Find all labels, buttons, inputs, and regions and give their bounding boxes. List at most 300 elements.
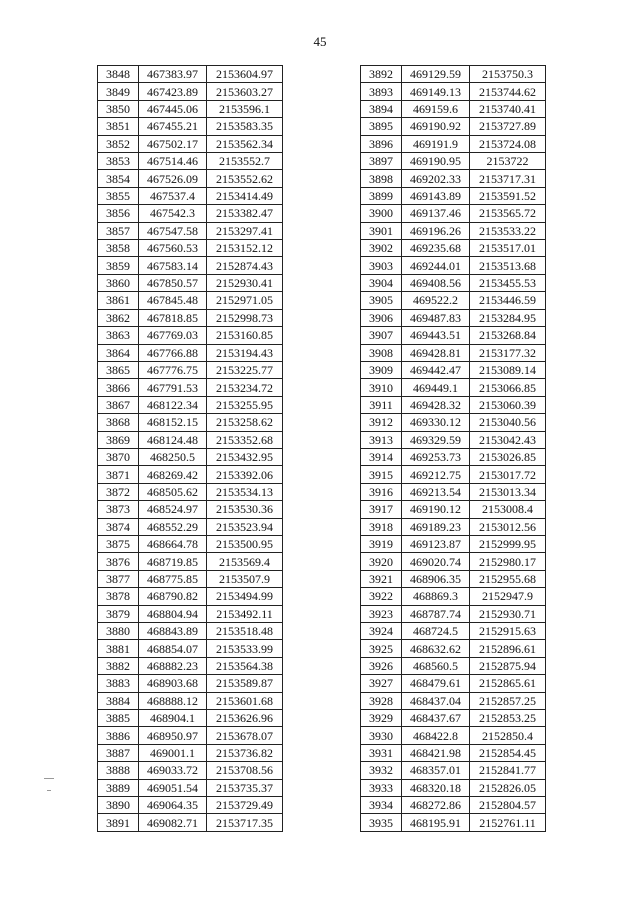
y-coordinate-cell: 2152999.95 bbox=[470, 535, 546, 552]
table-row bbox=[98, 570, 283, 587]
point-number-cell: 3851 bbox=[98, 118, 139, 135]
point-number-cell: 3864 bbox=[98, 344, 139, 361]
point-number-cell: 3900 bbox=[361, 205, 402, 222]
point-number-cell: 3875 bbox=[98, 535, 139, 552]
point-number-cell: 3897 bbox=[361, 153, 402, 170]
table-row bbox=[98, 535, 283, 552]
y-coordinate-cell: 2152896.61 bbox=[470, 640, 546, 657]
table-row bbox=[98, 431, 283, 448]
y-coordinate-cell: 2153518.48 bbox=[207, 623, 283, 640]
x-coordinate-cell: 467776.75 bbox=[139, 361, 207, 378]
y-coordinate-cell: 2153255.95 bbox=[207, 396, 283, 413]
y-coordinate-cell: 2153060.39 bbox=[470, 396, 546, 413]
point-number-cell: 3872 bbox=[98, 483, 139, 500]
x-coordinate-cell: 469149.13 bbox=[402, 83, 470, 100]
y-coordinate-cell: 2153678.07 bbox=[207, 727, 283, 744]
y-coordinate-cell: 2153268.84 bbox=[470, 327, 546, 344]
table-row bbox=[98, 187, 283, 204]
table-row bbox=[361, 570, 546, 587]
x-coordinate-cell: 467383.97 bbox=[139, 66, 207, 83]
point-number-cell: 3899 bbox=[361, 187, 402, 204]
y-coordinate-cell: 2153455.53 bbox=[470, 274, 546, 291]
table-row bbox=[361, 466, 546, 483]
table-row bbox=[361, 814, 546, 831]
table-row bbox=[98, 727, 283, 744]
table-row bbox=[98, 501, 283, 518]
y-coordinate-cell: 2153040.56 bbox=[470, 414, 546, 431]
y-coordinate-cell: 2153534.13 bbox=[207, 483, 283, 500]
y-coordinate-cell: 2152930.41 bbox=[207, 274, 283, 291]
x-coordinate-cell: 467537.4 bbox=[139, 187, 207, 204]
x-coordinate-cell: 467455.21 bbox=[139, 118, 207, 135]
y-coordinate-cell: 2153533.22 bbox=[470, 222, 546, 239]
y-coordinate-cell: 2152854.45 bbox=[470, 744, 546, 761]
x-coordinate-cell: 468422.8 bbox=[402, 727, 470, 744]
x-coordinate-cell: 468421.98 bbox=[402, 744, 470, 761]
point-number-cell: 3931 bbox=[361, 744, 402, 761]
x-coordinate-cell: 469408.56 bbox=[402, 274, 470, 291]
table-row bbox=[361, 588, 546, 605]
table-row bbox=[361, 501, 546, 518]
y-coordinate-cell: 2153008.4 bbox=[470, 501, 546, 518]
x-coordinate-cell: 467845.48 bbox=[139, 292, 207, 309]
point-number-cell: 3878 bbox=[98, 588, 139, 605]
table-row bbox=[98, 588, 283, 605]
y-coordinate-cell: 2153727.89 bbox=[470, 118, 546, 135]
y-coordinate-cell: 2152761.11 bbox=[470, 814, 546, 831]
x-coordinate-cell: 468124.48 bbox=[139, 431, 207, 448]
x-coordinate-cell: 468505.62 bbox=[139, 483, 207, 500]
x-coordinate-cell: 467560.53 bbox=[139, 240, 207, 257]
x-coordinate-cell: 468664.78 bbox=[139, 535, 207, 552]
point-number-cell: 3926 bbox=[361, 657, 402, 674]
x-coordinate-cell: 468524.97 bbox=[139, 501, 207, 518]
y-coordinate-cell: 2153517.01 bbox=[470, 240, 546, 257]
x-coordinate-cell: 468775.85 bbox=[139, 570, 207, 587]
point-number-cell: 3930 bbox=[361, 727, 402, 744]
point-number-cell: 3935 bbox=[361, 814, 402, 831]
y-coordinate-cell: 2153604.97 bbox=[207, 66, 283, 83]
table-row bbox=[98, 292, 283, 309]
point-number-cell: 3918 bbox=[361, 518, 402, 535]
y-coordinate-cell: 2153017.72 bbox=[470, 466, 546, 483]
point-number-cell: 3901 bbox=[361, 222, 402, 239]
point-number-cell: 3915 bbox=[361, 466, 402, 483]
table-row bbox=[361, 640, 546, 657]
point-number-cell: 3902 bbox=[361, 240, 402, 257]
y-coordinate-cell: 2153562.34 bbox=[207, 135, 283, 152]
x-coordinate-cell: 467769.03 bbox=[139, 327, 207, 344]
point-number-cell: 3877 bbox=[98, 570, 139, 587]
table-body bbox=[98, 66, 283, 832]
point-number-cell: 3925 bbox=[361, 640, 402, 657]
y-coordinate-cell: 2152853.25 bbox=[470, 710, 546, 727]
x-coordinate-cell: 469213.54 bbox=[402, 483, 470, 500]
point-number-cell: 3870 bbox=[98, 448, 139, 465]
table-row bbox=[361, 240, 546, 257]
y-coordinate-cell: 2153564.38 bbox=[207, 657, 283, 674]
point-number-cell: 3860 bbox=[98, 274, 139, 291]
y-coordinate-cell: 2153740.41 bbox=[470, 100, 546, 117]
y-coordinate-cell: 2152930.71 bbox=[470, 605, 546, 622]
x-coordinate-cell: 467583.14 bbox=[139, 257, 207, 274]
y-coordinate-cell: 2153066.85 bbox=[470, 379, 546, 396]
table-row bbox=[98, 797, 283, 814]
x-coordinate-cell: 468269.42 bbox=[139, 466, 207, 483]
x-coordinate-cell: 469443.51 bbox=[402, 327, 470, 344]
point-number-cell: 3907 bbox=[361, 327, 402, 344]
point-number-cell: 3922 bbox=[361, 588, 402, 605]
table-row bbox=[361, 274, 546, 291]
x-coordinate-cell: 469522.2 bbox=[402, 292, 470, 309]
y-coordinate-cell: 2153432.95 bbox=[207, 448, 283, 465]
point-number-cell: 3895 bbox=[361, 118, 402, 135]
x-coordinate-cell: 467542.3 bbox=[139, 205, 207, 222]
table-row bbox=[98, 66, 283, 83]
x-coordinate-cell: 469235.68 bbox=[402, 240, 470, 257]
point-number-cell: 3891 bbox=[98, 814, 139, 831]
y-coordinate-cell: 2153500.95 bbox=[207, 535, 283, 552]
x-coordinate-cell: 469129.59 bbox=[402, 66, 470, 83]
x-coordinate-cell: 468882.23 bbox=[139, 657, 207, 674]
table-row bbox=[98, 448, 283, 465]
point-number-cell: 3928 bbox=[361, 692, 402, 709]
y-coordinate-cell: 2152865.61 bbox=[470, 675, 546, 692]
y-coordinate-cell: 2153583.35 bbox=[207, 118, 283, 135]
point-number-cell: 3933 bbox=[361, 779, 402, 796]
table-row bbox=[361, 605, 546, 622]
point-number-cell: 3879 bbox=[98, 605, 139, 622]
table-row bbox=[361, 379, 546, 396]
y-coordinate-cell: 2153569.4 bbox=[207, 553, 283, 570]
x-coordinate-cell: 469033.72 bbox=[139, 762, 207, 779]
table-row bbox=[361, 797, 546, 814]
point-number-cell: 3858 bbox=[98, 240, 139, 257]
point-number-cell: 3919 bbox=[361, 535, 402, 552]
x-coordinate-cell: 469428.81 bbox=[402, 344, 470, 361]
y-coordinate-cell: 2153042.43 bbox=[470, 431, 546, 448]
x-coordinate-cell: 467445.06 bbox=[139, 100, 207, 117]
y-coordinate-cell: 2153601.68 bbox=[207, 692, 283, 709]
x-coordinate-cell: 467766.88 bbox=[139, 344, 207, 361]
table-row bbox=[98, 205, 283, 222]
y-coordinate-cell: 2153297.41 bbox=[207, 222, 283, 239]
point-number-cell: 3893 bbox=[361, 83, 402, 100]
table-row bbox=[361, 205, 546, 222]
table-row bbox=[98, 483, 283, 500]
x-coordinate-cell: 467850.57 bbox=[139, 274, 207, 291]
point-number-cell: 3923 bbox=[361, 605, 402, 622]
y-coordinate-cell: 2152998.73 bbox=[207, 309, 283, 326]
y-coordinate-cell: 2153494.99 bbox=[207, 588, 283, 605]
y-coordinate-cell: 2152955.68 bbox=[470, 570, 546, 587]
table-row bbox=[98, 379, 283, 396]
y-coordinate-cell: 2153225.77 bbox=[207, 361, 283, 378]
x-coordinate-cell: 468195.91 bbox=[402, 814, 470, 831]
table-row bbox=[98, 257, 283, 274]
y-coordinate-cell: 2152850.4 bbox=[470, 727, 546, 744]
point-number-cell: 3888 bbox=[98, 762, 139, 779]
y-coordinate-cell: 2152915.63 bbox=[470, 623, 546, 640]
y-coordinate-cell: 2153596.1 bbox=[207, 100, 283, 117]
x-coordinate-cell: 469189.23 bbox=[402, 518, 470, 535]
y-coordinate-cell: 2153626.96 bbox=[207, 710, 283, 727]
y-coordinate-cell: 2153284.95 bbox=[470, 309, 546, 326]
y-coordinate-cell: 2153352.68 bbox=[207, 431, 283, 448]
table-row bbox=[361, 710, 546, 727]
x-coordinate-cell: 469190.92 bbox=[402, 118, 470, 135]
table-row bbox=[361, 170, 546, 187]
table-row bbox=[361, 187, 546, 204]
y-coordinate-cell: 2153152.12 bbox=[207, 240, 283, 257]
point-number-cell: 3932 bbox=[361, 762, 402, 779]
table-row bbox=[361, 483, 546, 500]
table-row bbox=[361, 344, 546, 361]
point-number-cell: 3852 bbox=[98, 135, 139, 152]
point-number-cell: 3903 bbox=[361, 257, 402, 274]
point-number-cell: 3854 bbox=[98, 170, 139, 187]
y-coordinate-cell: 2153177.32 bbox=[470, 344, 546, 361]
table-row bbox=[361, 222, 546, 239]
x-coordinate-cell: 469190.95 bbox=[402, 153, 470, 170]
point-number-cell: 3862 bbox=[98, 309, 139, 326]
point-number-cell: 3849 bbox=[98, 83, 139, 100]
x-coordinate-cell: 468152.15 bbox=[139, 414, 207, 431]
table-row bbox=[98, 744, 283, 761]
y-coordinate-cell: 2153717.35 bbox=[207, 814, 283, 831]
coordinates-table-right bbox=[360, 65, 546, 832]
point-number-cell: 3880 bbox=[98, 623, 139, 640]
table-row bbox=[361, 535, 546, 552]
x-coordinate-cell: 467791.53 bbox=[139, 379, 207, 396]
table-row bbox=[98, 675, 283, 692]
point-number-cell: 3898 bbox=[361, 170, 402, 187]
x-coordinate-cell: 469212.75 bbox=[402, 466, 470, 483]
x-coordinate-cell: 468437.04 bbox=[402, 692, 470, 709]
y-coordinate-cell: 2153382.47 bbox=[207, 205, 283, 222]
y-coordinate-cell: 2153717.31 bbox=[470, 170, 546, 187]
table-row bbox=[98, 153, 283, 170]
point-number-cell: 3876 bbox=[98, 553, 139, 570]
y-coordinate-cell: 2153552.62 bbox=[207, 170, 283, 187]
point-number-cell: 3869 bbox=[98, 431, 139, 448]
y-coordinate-cell: 2153160.85 bbox=[207, 327, 283, 344]
y-coordinate-cell: 2152980.17 bbox=[470, 553, 546, 570]
x-coordinate-cell: 469202.33 bbox=[402, 170, 470, 187]
y-coordinate-cell: 2153533.99 bbox=[207, 640, 283, 657]
y-coordinate-cell: 2153234.72 bbox=[207, 379, 283, 396]
x-coordinate-cell: 468250.5 bbox=[139, 448, 207, 465]
page-number: 45 bbox=[313, 34, 327, 49]
x-coordinate-cell: 468437.67 bbox=[402, 710, 470, 727]
x-coordinate-cell: 468804.94 bbox=[139, 605, 207, 622]
point-number-cell: 3868 bbox=[98, 414, 139, 431]
point-number-cell: 3889 bbox=[98, 779, 139, 796]
point-number-cell: 3914 bbox=[361, 448, 402, 465]
y-coordinate-cell: 2153603.27 bbox=[207, 83, 283, 100]
y-coordinate-cell: 2153089.14 bbox=[470, 361, 546, 378]
y-coordinate-cell: 2153750.3 bbox=[470, 66, 546, 83]
table-row bbox=[361, 153, 546, 170]
table-row bbox=[361, 553, 546, 570]
point-number-cell: 3912 bbox=[361, 414, 402, 431]
point-number-cell: 3913 bbox=[361, 431, 402, 448]
y-coordinate-cell: 2153530.36 bbox=[207, 501, 283, 518]
y-coordinate-cell: 2152857.25 bbox=[470, 692, 546, 709]
y-coordinate-cell: 2153523.94 bbox=[207, 518, 283, 535]
point-number-cell: 3920 bbox=[361, 553, 402, 570]
y-coordinate-cell: 2153589.87 bbox=[207, 675, 283, 692]
point-number-cell: 3853 bbox=[98, 153, 139, 170]
y-coordinate-cell: 2153258.62 bbox=[207, 414, 283, 431]
point-number-cell: 3866 bbox=[98, 379, 139, 396]
table-row bbox=[98, 135, 283, 152]
table-row bbox=[98, 83, 283, 100]
table-row bbox=[98, 274, 283, 291]
x-coordinate-cell: 469123.87 bbox=[402, 535, 470, 552]
point-number-cell: 3908 bbox=[361, 344, 402, 361]
table-row bbox=[361, 623, 546, 640]
x-coordinate-cell: 468903.68 bbox=[139, 675, 207, 692]
y-coordinate-cell: 2153591.52 bbox=[470, 187, 546, 204]
table-row bbox=[361, 744, 546, 761]
y-coordinate-cell: 2152826.05 bbox=[470, 779, 546, 796]
x-coordinate-cell: 469020.74 bbox=[402, 553, 470, 570]
point-number-cell: 3859 bbox=[98, 257, 139, 274]
x-coordinate-cell: 469064.35 bbox=[139, 797, 207, 814]
table-row bbox=[98, 327, 283, 344]
x-coordinate-cell: 469143.89 bbox=[402, 187, 470, 204]
y-coordinate-cell: 2153507.9 bbox=[207, 570, 283, 587]
table-row bbox=[98, 623, 283, 640]
x-coordinate-cell: 469191.9 bbox=[402, 135, 470, 152]
y-coordinate-cell: 2153724.08 bbox=[470, 135, 546, 152]
point-number-cell: 3886 bbox=[98, 727, 139, 744]
table-row bbox=[98, 170, 283, 187]
table-row bbox=[361, 657, 546, 674]
y-coordinate-cell: 2153513.68 bbox=[470, 257, 546, 274]
table-row bbox=[361, 727, 546, 744]
x-coordinate-cell: 469082.71 bbox=[139, 814, 207, 831]
y-coordinate-cell: 2152841.77 bbox=[470, 762, 546, 779]
x-coordinate-cell: 468950.97 bbox=[139, 727, 207, 744]
y-coordinate-cell: 2153552.7 bbox=[207, 153, 283, 170]
x-coordinate-cell: 467423.89 bbox=[139, 83, 207, 100]
y-coordinate-cell: 2153735.37 bbox=[207, 779, 283, 796]
table-row bbox=[98, 640, 283, 657]
y-coordinate-cell: 2153744.62 bbox=[470, 83, 546, 100]
x-coordinate-cell: 468906.35 bbox=[402, 570, 470, 587]
table-row bbox=[361, 396, 546, 413]
point-number-cell: 3906 bbox=[361, 309, 402, 326]
point-number-cell: 3904 bbox=[361, 274, 402, 291]
table-row bbox=[98, 100, 283, 117]
point-number-cell: 3916 bbox=[361, 483, 402, 500]
table-row bbox=[361, 431, 546, 448]
table-row bbox=[98, 692, 283, 709]
y-coordinate-cell: 2153026.85 bbox=[470, 448, 546, 465]
y-coordinate-cell: 2153722 bbox=[470, 153, 546, 170]
table-row bbox=[361, 66, 546, 83]
point-number-cell: 3910 bbox=[361, 379, 402, 396]
table-row bbox=[361, 779, 546, 796]
x-coordinate-cell: 468479.61 bbox=[402, 675, 470, 692]
x-coordinate-cell: 468320.18 bbox=[402, 779, 470, 796]
point-number-cell: 3887 bbox=[98, 744, 139, 761]
x-coordinate-cell: 468560.5 bbox=[402, 657, 470, 674]
y-coordinate-cell: 2153194.43 bbox=[207, 344, 283, 361]
point-number-cell: 3857 bbox=[98, 222, 139, 239]
table-row bbox=[98, 553, 283, 570]
table-row bbox=[98, 222, 283, 239]
x-coordinate-cell: 468854.07 bbox=[139, 640, 207, 657]
x-coordinate-cell: 468632.62 bbox=[402, 640, 470, 657]
table-row bbox=[361, 692, 546, 709]
point-number-cell: 3883 bbox=[98, 675, 139, 692]
x-coordinate-cell: 468357.01 bbox=[402, 762, 470, 779]
point-number-cell: 3855 bbox=[98, 187, 139, 204]
x-coordinate-cell: 468904.1 bbox=[139, 710, 207, 727]
y-coordinate-cell: 2153565.72 bbox=[470, 205, 546, 222]
point-number-cell: 3884 bbox=[98, 692, 139, 709]
y-coordinate-cell: 2153012.56 bbox=[470, 518, 546, 535]
point-number-cell: 3911 bbox=[361, 396, 402, 413]
table-row bbox=[98, 240, 283, 257]
point-number-cell: 3865 bbox=[98, 361, 139, 378]
y-coordinate-cell: 2152804.57 bbox=[470, 797, 546, 814]
table-row bbox=[98, 605, 283, 622]
point-number-cell: 3848 bbox=[98, 66, 139, 83]
table-row bbox=[98, 344, 283, 361]
table-row bbox=[98, 710, 283, 727]
y-coordinate-cell: 2153492.11 bbox=[207, 605, 283, 622]
x-coordinate-cell: 468888.12 bbox=[139, 692, 207, 709]
table-row bbox=[98, 657, 283, 674]
point-number-cell: 3871 bbox=[98, 466, 139, 483]
x-coordinate-cell: 469442.47 bbox=[402, 361, 470, 378]
point-number-cell: 3890 bbox=[98, 797, 139, 814]
x-coordinate-cell: 468122.34 bbox=[139, 396, 207, 413]
table-row bbox=[361, 309, 546, 326]
point-number-cell: 3917 bbox=[361, 501, 402, 518]
point-number-cell: 3905 bbox=[361, 292, 402, 309]
table-row bbox=[361, 292, 546, 309]
x-coordinate-cell: 469137.46 bbox=[402, 205, 470, 222]
x-coordinate-cell: 467526.09 bbox=[139, 170, 207, 187]
point-number-cell: 3896 bbox=[361, 135, 402, 152]
x-coordinate-cell: 469244.01 bbox=[402, 257, 470, 274]
point-number-cell: 3885 bbox=[98, 710, 139, 727]
table-row bbox=[98, 309, 283, 326]
table-row bbox=[98, 466, 283, 483]
table-row bbox=[361, 518, 546, 535]
x-coordinate-cell: 469449.1 bbox=[402, 379, 470, 396]
y-coordinate-cell: 2153736.82 bbox=[207, 744, 283, 761]
coordinates-table-left bbox=[97, 65, 283, 832]
point-number-cell: 3873 bbox=[98, 501, 139, 518]
point-number-cell: 3934 bbox=[361, 797, 402, 814]
x-coordinate-cell: 468724.5 bbox=[402, 623, 470, 640]
point-number-cell: 3921 bbox=[361, 570, 402, 587]
point-number-cell: 3909 bbox=[361, 361, 402, 378]
table-row bbox=[361, 361, 546, 378]
x-coordinate-cell: 468843.89 bbox=[139, 623, 207, 640]
table-row bbox=[361, 100, 546, 117]
y-coordinate-cell: 2153392.06 bbox=[207, 466, 283, 483]
y-coordinate-cell: 2152874.43 bbox=[207, 257, 283, 274]
x-coordinate-cell: 469196.26 bbox=[402, 222, 470, 239]
point-number-cell: 3929 bbox=[361, 710, 402, 727]
